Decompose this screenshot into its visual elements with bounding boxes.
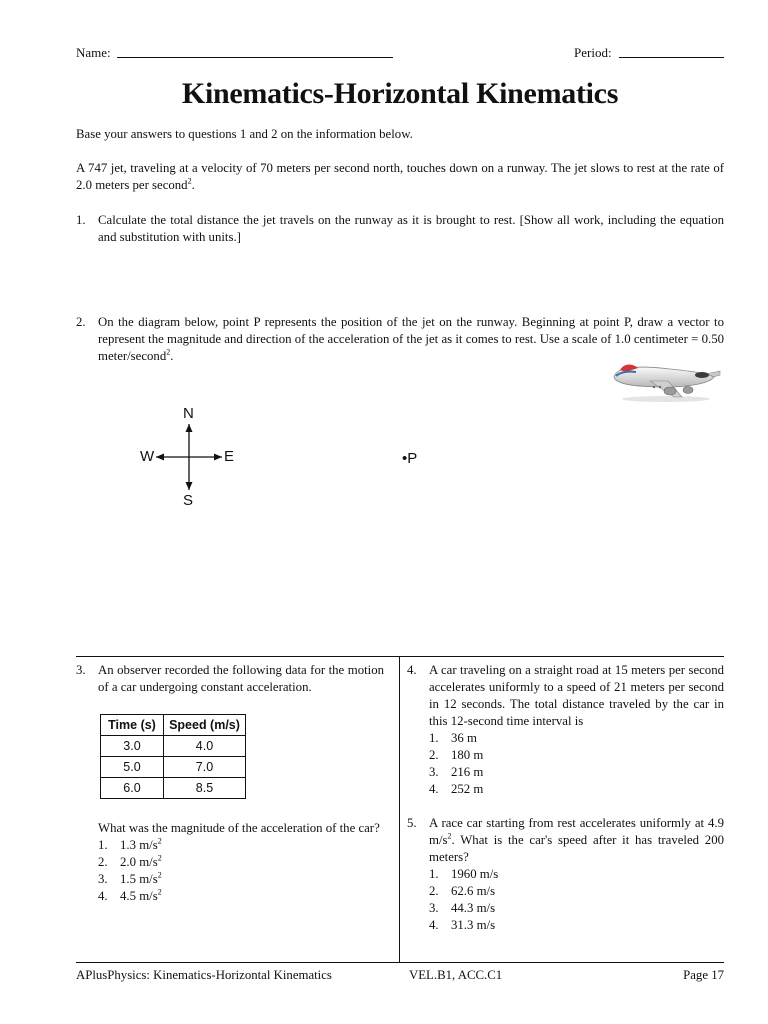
table-row bbox=[101, 778, 246, 799]
answer-choice[interactable]: 2. 180 m bbox=[429, 748, 484, 762]
answer-choice[interactable]: 2. 62.6 m/s bbox=[429, 884, 496, 898]
table-header-cell: Time (s) bbox=[101, 715, 164, 736]
period-field-line[interactable] bbox=[619, 57, 724, 58]
data-table bbox=[100, 714, 246, 799]
west-arrow-icon bbox=[156, 454, 164, 461]
question-text: Calculate the total distance the jet travels on the runway as it is brought to rest. [Show all work, including the equation and substitution with units.] bbox=[98, 213, 724, 244]
answer-choices bbox=[429, 730, 724, 798]
answer-choices bbox=[98, 837, 384, 905]
question-number: 2. bbox=[76, 315, 86, 329]
table-cell: 8.5 bbox=[164, 778, 246, 799]
question-text: An observer recorded the following data for the motion of a car undergoing constant acceleration. bbox=[98, 663, 384, 694]
question-4 bbox=[407, 662, 724, 798]
table-cell: 3.0 bbox=[101, 736, 164, 757]
name-label: Name: bbox=[76, 45, 111, 60]
answer-choices bbox=[429, 866, 724, 934]
table-row bbox=[101, 757, 246, 778]
section-divider bbox=[76, 656, 724, 657]
table-row bbox=[101, 736, 246, 757]
question-1 bbox=[76, 212, 724, 246]
footer-page-number: Page 17 bbox=[683, 968, 724, 982]
south-arrow-icon bbox=[186, 482, 193, 490]
answer-choice[interactable]: 4. 252 m bbox=[429, 782, 484, 796]
answer-choice[interactable]: 1. 36 m bbox=[429, 731, 477, 745]
answer-choice[interactable]: 3. 216 m bbox=[429, 765, 484, 779]
answer-choice[interactable]: 2. 2.0 $m/s^2$ bbox=[98, 853, 162, 869]
question-number: 4. bbox=[407, 663, 417, 677]
table-cell: 4.0 bbox=[164, 736, 246, 757]
compass-south-label: S bbox=[183, 492, 194, 509]
answer-choice[interactable]: 1. 1960 m/s bbox=[429, 867, 499, 881]
footer-source: APlusPhysics: Kinematics-Horizontal Kinematics bbox=[76, 968, 332, 982]
jet-airplane-icon bbox=[610, 357, 722, 403]
answer-choice[interactable]: 1. 1.3 $m/s^2$ bbox=[98, 836, 162, 852]
east-arrow-icon bbox=[214, 454, 222, 461]
page-title: Kinematics-Horizontal Kinematics bbox=[181, 77, 619, 110]
question-text: A race car starting from rest accelerates uniformly at 4.9 $m/s^2$. What is the car's speed after it has traveled 200 meters? bbox=[429, 816, 724, 864]
answer-choice[interactable]: 3. 44.3 m/s bbox=[429, 901, 496, 915]
footer-standards: VEL.B1, ACC.C1 bbox=[409, 968, 503, 982]
question-number: 3. bbox=[76, 663, 86, 677]
compass-east-label: E bbox=[224, 448, 235, 465]
question-number: 1. bbox=[76, 213, 86, 227]
table-cell: 6.0 bbox=[101, 778, 164, 799]
compass-north-label: N bbox=[183, 405, 194, 422]
table-header-row bbox=[101, 715, 246, 736]
footer-divider bbox=[76, 962, 724, 963]
answer-choice[interactable]: 4. 4.5 $m/s^2$ bbox=[98, 887, 162, 903]
question-text: A car traveling on a straight road at 15 meters per second accelerates uniformly to a speed of 21 meters per second in 12 seconds. The total distance traveled by the car in this 12-second time interval is bbox=[429, 663, 724, 728]
compass-west-label: W bbox=[140, 448, 155, 465]
table-cell: 7.0 bbox=[164, 757, 246, 778]
point-p-label[interactable]: •P bbox=[402, 450, 418, 467]
question-3 bbox=[76, 662, 384, 905]
answer-choice[interactable]: 3. 1.5 $m/s^2$ bbox=[98, 870, 162, 886]
question-text: On the diagram below, point P represents the position of the jet on the runway. Beginning at point P, draw a vector to represent the magnitude and direction of the acceleration of the jet as it comes to rest. Use a scale of 1.0 centimeter = 0.50 meter/second$^2$. bbox=[98, 315, 724, 363]
column-divider bbox=[399, 657, 400, 962]
scenario-text: A 747 jet, traveling at a velocity of 70 meters per second north, touches down on a runway. The jet slows to rest at the rate of 2.0 meters per second$^2$. bbox=[76, 161, 724, 192]
table-cell: 5.0 bbox=[101, 757, 164, 778]
table-header-cell: Speed (m/s) bbox=[164, 715, 246, 736]
north-arrow-icon bbox=[186, 424, 193, 432]
period-label: Period: bbox=[574, 45, 612, 60]
intro-text: Base your answers to questions 1 and 2 on the information below. bbox=[76, 127, 413, 141]
question-number: 5. bbox=[407, 816, 417, 830]
question-5 bbox=[407, 815, 724, 934]
answer-choice[interactable]: 4. 31.3 m/s bbox=[429, 918, 496, 932]
name-field-line[interactable] bbox=[117, 57, 393, 58]
question-prompt: What was the magnitude of the acceleration of the car? bbox=[98, 821, 380, 835]
